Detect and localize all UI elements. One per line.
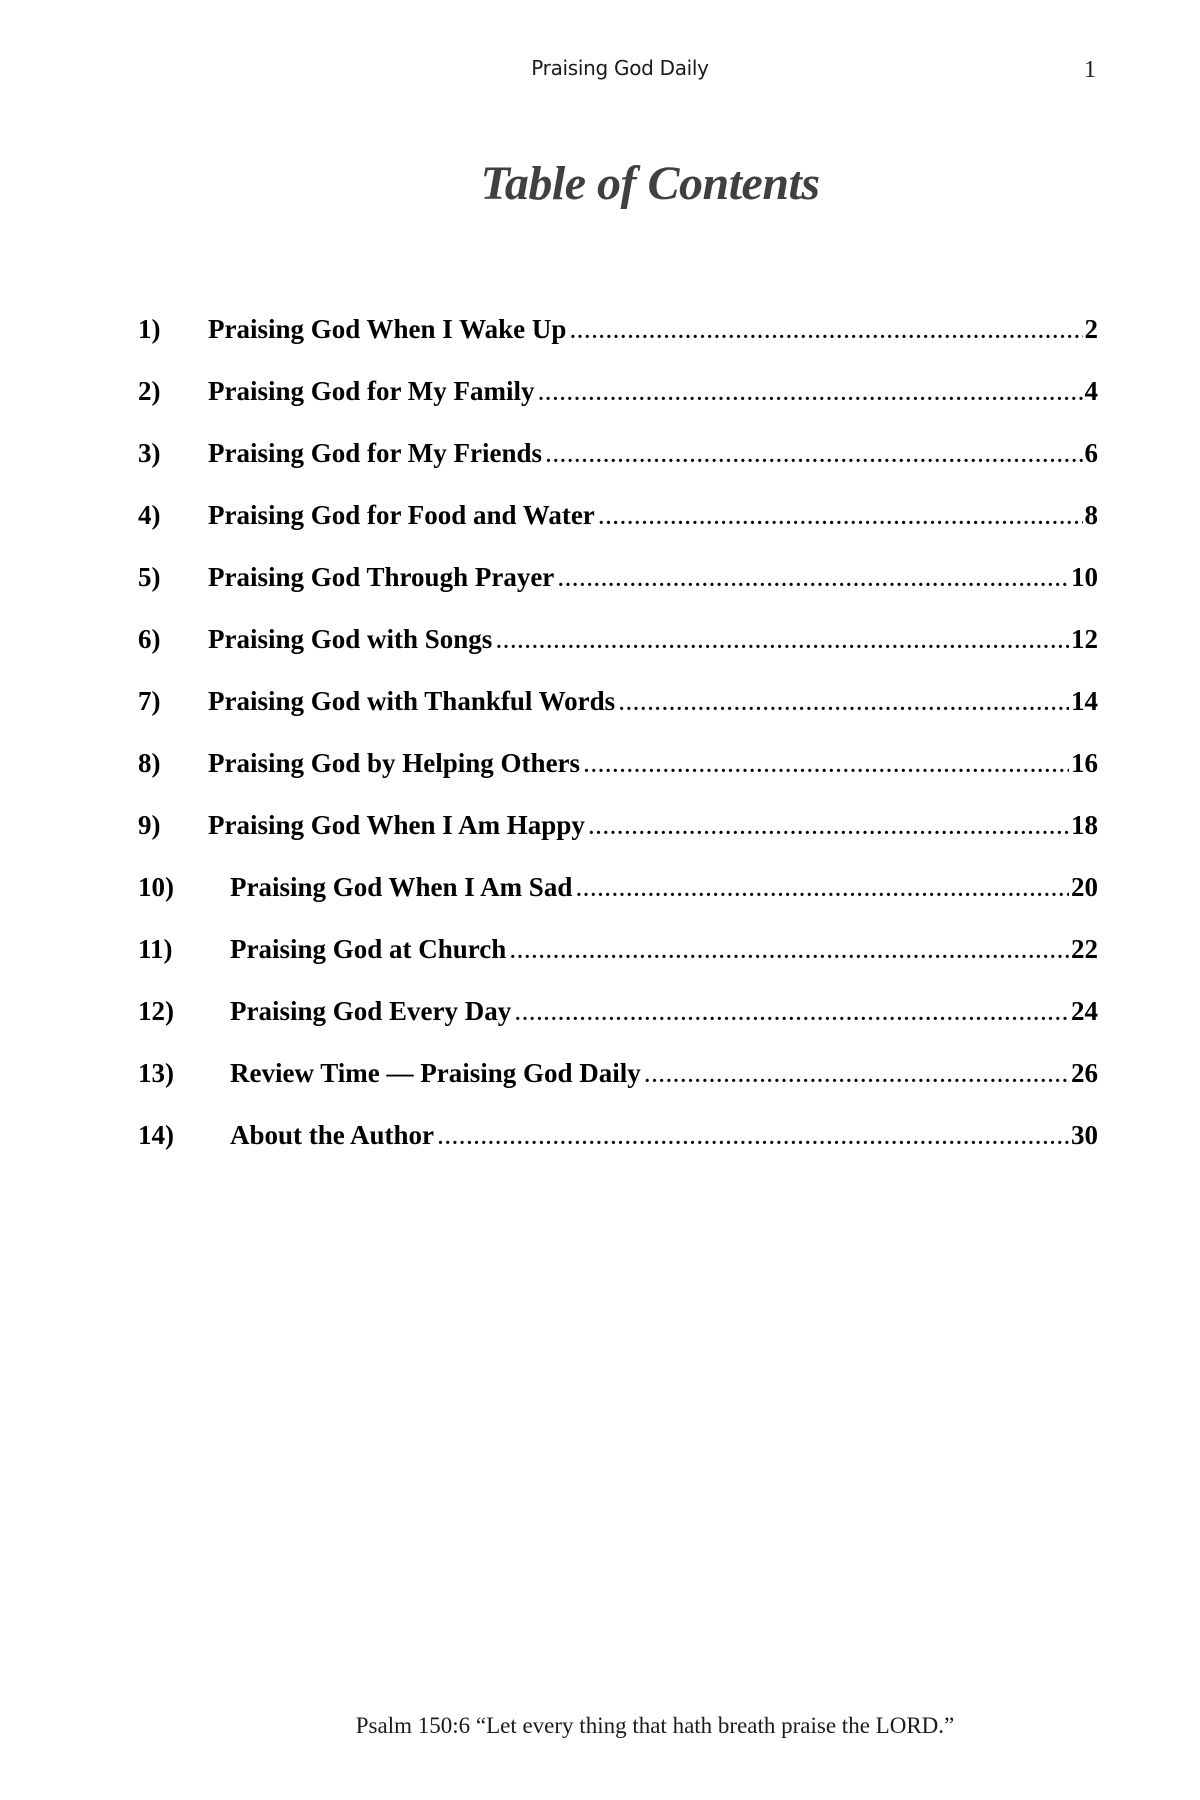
toc-entry-page: 18: [1071, 810, 1098, 840]
toc-entry-page: 14: [1071, 686, 1098, 716]
toc-entry-title: Praising God with Thankful Words: [208, 686, 616, 716]
toc-entry[interactable]: [138, 998, 1098, 1060]
dot-leader: [546, 446, 1083, 466]
dot-leader: [438, 1128, 1069, 1148]
toc-entry-title: Praising God for Food and Water: [208, 500, 595, 530]
dot-leader: [510, 942, 1069, 962]
toc-entry-title: Praising God for My Family: [208, 376, 535, 406]
toc-entry-number: 7): [138, 686, 161, 716]
toc-entry-page: 20: [1071, 872, 1098, 902]
toc-entry-page: 24: [1071, 996, 1098, 1026]
dot-leader: [538, 384, 1082, 404]
toc-entry-number: 14): [138, 1120, 174, 1150]
toc-entry[interactable]: [138, 564, 1098, 626]
dot-leader: [570, 322, 1082, 342]
dot-leader: [619, 694, 1069, 714]
toc-entry-number: 11): [138, 934, 173, 964]
dot-leader: [599, 508, 1083, 528]
toc-entry-page: 26: [1071, 1058, 1098, 1088]
toc-entry-title: Praising God at Church: [230, 934, 507, 964]
dot-leader: [584, 756, 1069, 776]
toc-entry-number: 12): [138, 996, 174, 1026]
toc-entry[interactable]: [138, 1122, 1098, 1184]
toc-entry-page: 8: [1084, 500, 1098, 530]
toc-entry-number: 2): [138, 376, 161, 406]
dot-leader: [576, 880, 1069, 900]
toc-entry[interactable]: [138, 502, 1098, 564]
dot-leader: [589, 818, 1069, 838]
dot-leader: [515, 1004, 1069, 1024]
toc-entry-number: 1): [138, 314, 161, 344]
toc-entry-number: 13): [138, 1058, 174, 1088]
toc-heading: Table of Contents: [480, 157, 820, 210]
toc-entry[interactable]: [138, 812, 1098, 874]
toc-entry[interactable]: [138, 874, 1098, 936]
toc-entry[interactable]: [138, 626, 1098, 688]
toc-entry[interactable]: [138, 378, 1098, 440]
toc-entry-title: Praising God Through Prayer: [208, 562, 555, 592]
toc-entry-number: 5): [138, 562, 161, 592]
toc-entry-page: 4: [1084, 376, 1098, 406]
toc-entry-number: 10): [138, 872, 174, 902]
toc-entry-title: About the Author: [230, 1120, 435, 1150]
toc-entry-title: Praising God Every Day: [230, 996, 512, 1026]
dot-leader: [496, 632, 1069, 652]
toc-entry-number: 3): [138, 438, 161, 468]
dot-leader: [645, 1066, 1069, 1086]
toc-entry-title: Praising God When I Am Happy: [208, 810, 585, 840]
dot-leader: [558, 570, 1069, 590]
toc-entry-title: Praising God with Songs: [208, 624, 493, 654]
toc-entry-title: Review Time — Praising God Daily: [230, 1058, 641, 1088]
toc-entry-page: 10: [1071, 562, 1098, 592]
toc-entry[interactable]: [138, 936, 1098, 998]
toc-entry-title: Praising God for My Friends: [208, 438, 542, 468]
toc-entry-number: 6): [138, 624, 161, 654]
toc-entry-page: 16: [1071, 748, 1098, 778]
toc-entry-page: 30: [1071, 1120, 1098, 1150]
page-footer-verse: Psalm 150:6 “Let every thing that hath breath praise the LORD.”: [355, 1713, 955, 1738]
toc-entry-number: 8): [138, 748, 161, 778]
toc-entry-title: Praising God When I Wake Up: [208, 314, 567, 344]
toc-entry-title: Praising God by Helping Others: [208, 748, 581, 778]
toc-entry-page: 6: [1084, 438, 1098, 468]
table-of-contents: [138, 316, 1098, 1184]
page-number: 1: [1084, 57, 1096, 83]
toc-entry[interactable]: [138, 1060, 1098, 1122]
toc-entry-page: 12: [1071, 624, 1098, 654]
toc-entry[interactable]: [138, 688, 1098, 750]
toc-entry-number: 4): [138, 500, 161, 530]
toc-entry[interactable]: [138, 316, 1098, 378]
toc-entry-page: 2: [1084, 314, 1098, 344]
toc-entry-number: 9): [138, 810, 161, 840]
toc-entry[interactable]: [138, 750, 1098, 812]
toc-entry-title: Praising God When I Am Sad: [230, 872, 573, 902]
page-header-title: Praising God Daily: [531, 56, 709, 80]
toc-entry[interactable]: [138, 440, 1098, 502]
toc-entry-page: 22: [1071, 934, 1098, 964]
